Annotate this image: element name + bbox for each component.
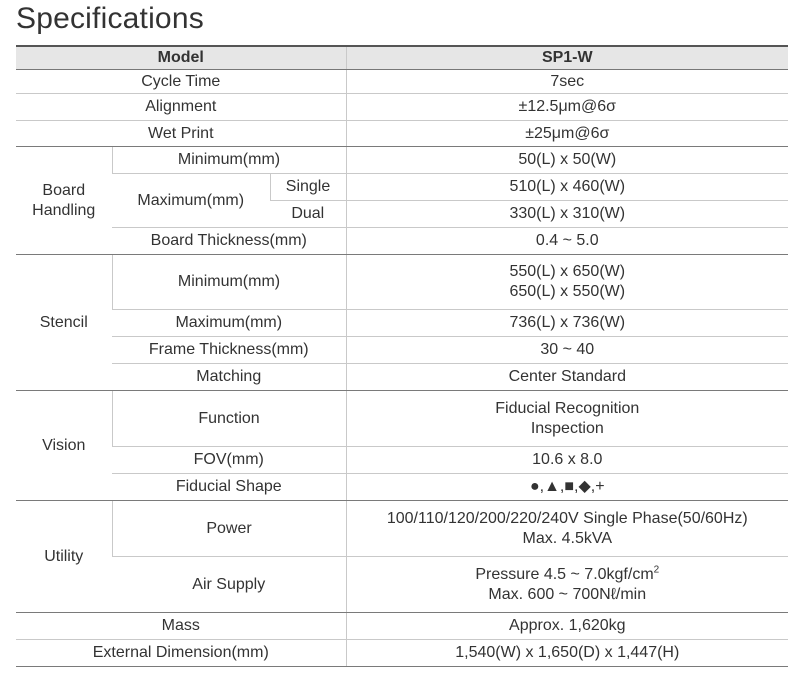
stencil-maximum-label: Maximum(mm) bbox=[112, 310, 346, 337]
table-row bbox=[16, 121, 788, 147]
specifications-table bbox=[16, 45, 788, 667]
board-label-line2: Handling bbox=[32, 201, 96, 219]
vision-function-value-line1: Fiducial Recognition bbox=[495, 399, 640, 417]
stencil-maximum-value: 736(L) x 736(W) bbox=[346, 310, 788, 337]
table-row bbox=[16, 337, 788, 364]
table-row bbox=[16, 613, 788, 640]
stencil-matching-value: Center Standard bbox=[346, 364, 788, 391]
table-row bbox=[16, 147, 788, 174]
stencil-label: Stencil bbox=[16, 255, 112, 391]
utility-air-label: Air Supply bbox=[112, 557, 346, 613]
vision-fiducial-label: Fiducial Shape bbox=[112, 474, 346, 501]
air-pressure-superscript: 2 bbox=[653, 564, 660, 576]
vision-function-label: Function bbox=[112, 391, 346, 447]
vision-label: Vision bbox=[16, 391, 112, 501]
table-row bbox=[16, 364, 788, 391]
external-dimension-label: External Dimension(mm) bbox=[16, 640, 346, 667]
board-dual-label: Dual bbox=[270, 201, 346, 228]
stencil-frame-label: Frame Thickness(mm) bbox=[112, 337, 346, 364]
stencil-minimum-value-line2: 650(L) x 550(W) bbox=[509, 283, 626, 300]
stencil-minimum-value bbox=[346, 255, 788, 310]
alignment-value: ±12.5μm@6σ bbox=[346, 94, 788, 121]
vision-fov-value: 10.6 x 8.0 bbox=[346, 447, 788, 474]
board-minimum-label: Minimum(mm) bbox=[112, 147, 346, 174]
mass-label: Mass bbox=[16, 613, 346, 640]
table-row bbox=[16, 474, 788, 501]
board-label-line1: Board bbox=[42, 181, 86, 199]
board-maximum-label: Maximum(mm) bbox=[112, 174, 270, 228]
table-header-row bbox=[16, 46, 788, 70]
page-title: Specifications bbox=[16, 2, 204, 35]
vision-fov-label: FOV(mm) bbox=[112, 447, 346, 474]
vision-function-value bbox=[346, 391, 788, 447]
utility-air-value-line2: Max. 600 ~ 700Nℓ/min bbox=[488, 585, 647, 603]
table-row bbox=[16, 228, 788, 255]
board-single-value: 510(L) x 460(W) bbox=[346, 174, 788, 201]
board-handling-label bbox=[16, 147, 112, 255]
wet-print-value: ±25μm@6σ bbox=[346, 121, 788, 147]
board-single-label: Single bbox=[270, 174, 346, 201]
board-thickness-label: Board Thickness(mm) bbox=[112, 228, 346, 255]
table-row bbox=[16, 94, 788, 121]
table-row bbox=[16, 391, 788, 447]
vision-function-value-line2: Inspection bbox=[530, 419, 604, 437]
model-value-header: SP1-W bbox=[346, 46, 788, 70]
utility-label: Utility bbox=[16, 501, 112, 613]
table-row bbox=[16, 640, 788, 667]
utility-air-value bbox=[346, 557, 788, 613]
utility-air-value-line1 bbox=[347, 565, 789, 585]
utility-power-value bbox=[346, 501, 788, 557]
alignment-label: Alignment bbox=[16, 94, 346, 121]
stencil-frame-value: 30 ~ 40 bbox=[346, 337, 788, 364]
board-minimum-value: 50(L) x 50(W) bbox=[346, 147, 788, 174]
cycle-time-value: 7sec bbox=[346, 70, 788, 94]
table-row bbox=[16, 310, 788, 337]
air-pressure-text: Pressure 4.5 ~ 7.0kgf/cm bbox=[475, 565, 654, 583]
external-dimension-value: 1,540(W) x 1,650(D) x 1,447(H) bbox=[346, 640, 788, 667]
table-row bbox=[16, 557, 788, 613]
board-dual-value: 330(L) x 310(W) bbox=[346, 201, 788, 228]
table-row bbox=[16, 501, 788, 557]
utility-power-value-line2: Max. 4.5kVA bbox=[522, 529, 613, 547]
mass-value: Approx. 1,620kg bbox=[346, 613, 788, 640]
utility-power-value-line1: 100/110/120/200/220/240V Single Phase(50/60Hz) bbox=[386, 509, 748, 527]
vision-fiducial-value: ●,▲,■,◆,+ bbox=[346, 474, 788, 501]
stencil-minimum-label: Minimum(mm) bbox=[112, 255, 346, 310]
table-row bbox=[16, 70, 788, 94]
stencil-minimum-value-line1: 550(L) x 650(W) bbox=[509, 263, 626, 280]
table-row bbox=[16, 447, 788, 474]
utility-power-label: Power bbox=[112, 501, 346, 557]
stencil-matching-label: Matching bbox=[112, 364, 346, 391]
model-header: Model bbox=[16, 46, 346, 70]
wet-print-label: Wet Print bbox=[16, 121, 346, 147]
table-row bbox=[16, 255, 788, 310]
table-row bbox=[16, 174, 788, 201]
board-thickness-value: 0.4 ~ 5.0 bbox=[346, 228, 788, 255]
cycle-time-label: Cycle Time bbox=[16, 70, 346, 94]
